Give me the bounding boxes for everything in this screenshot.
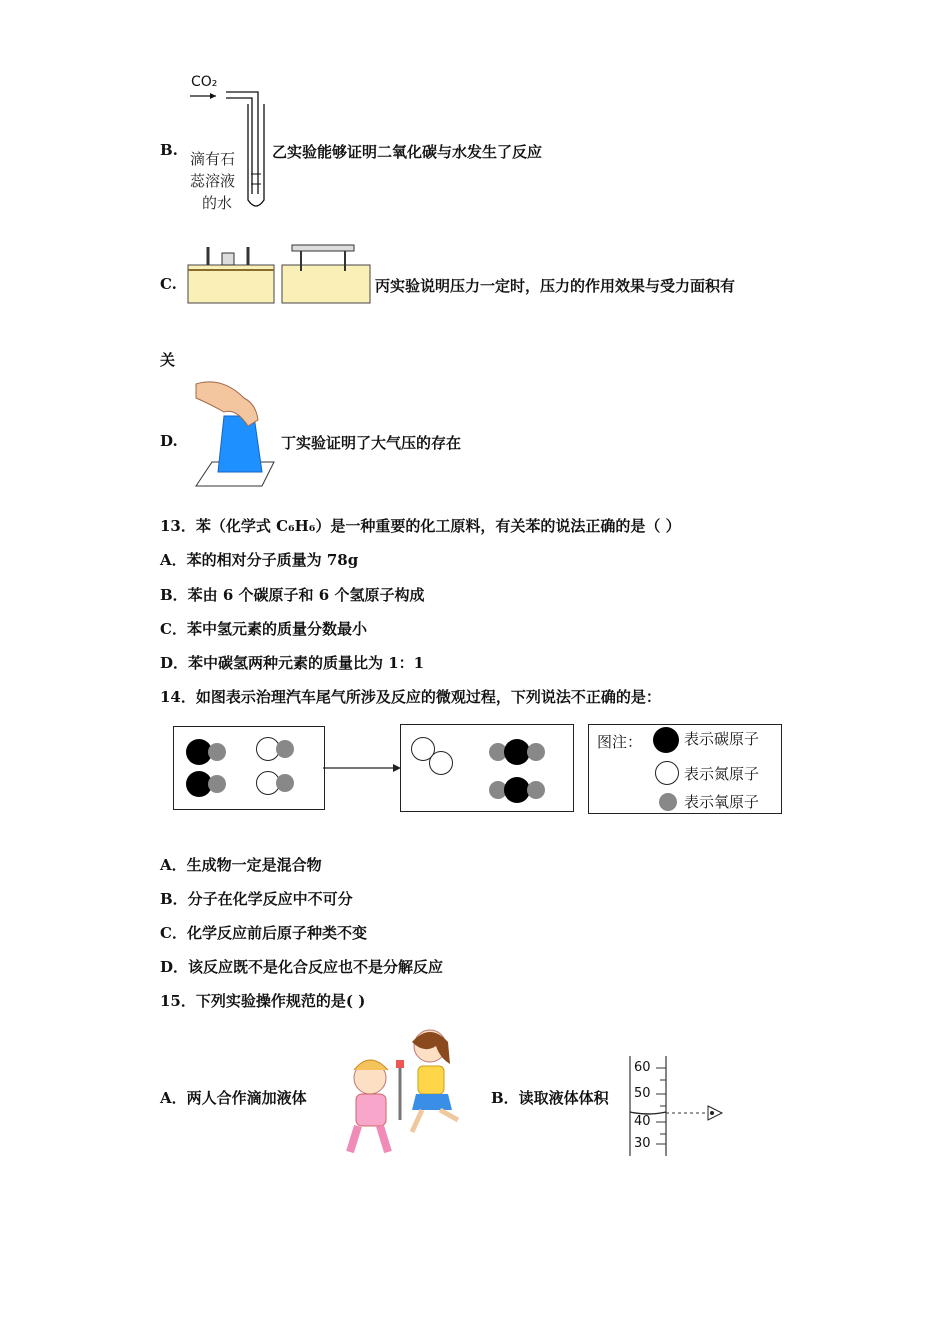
legend-oxygen: 表示氧原子 <box>684 793 760 811</box>
q15-option-a: A．两人合作滴加液体 <box>160 1089 307 1107</box>
cylinder-tick-label: 30 <box>634 1136 651 1151</box>
q15-option-b: B．读取液体体积 <box>491 1089 609 1107</box>
nitrogen-atom-icon <box>655 761 679 785</box>
q14-option-c: C．化学反应前后原子种类不变 <box>160 924 367 942</box>
figure-caption-line: 的水 <box>202 194 233 212</box>
cylinder-tick-label: 40 <box>634 1114 651 1129</box>
oxygen-atom-icon <box>659 793 677 811</box>
reactants-box <box>173 726 325 810</box>
q12-option-d-label: D. <box>160 432 178 450</box>
q13-option-a: A．苯的相对分子质量为 78g <box>160 551 359 569</box>
products-box <box>400 724 574 812</box>
q12-option-c-text: 丙实验说明压力一定时，压力的作用效果与受力面积有 <box>375 277 736 295</box>
two-children-dropper-figure <box>332 1020 468 1160</box>
legend-carbon: 表示碳原子 <box>684 730 760 748</box>
figure-caption-line: 蕊溶液 <box>190 172 236 190</box>
carbon-atom-icon <box>653 727 679 753</box>
inverted-cup-figure <box>192 376 282 490</box>
q15-stem: 15．下列实验操作规范的是( ) <box>160 992 366 1010</box>
legend-box <box>588 724 782 814</box>
q14-option-a: A．生成物一定是混合物 <box>160 856 322 874</box>
co2-test-tube-figure <box>186 74 272 214</box>
cylinder-tick-label: 60 <box>634 1060 651 1075</box>
q14-option-b: B．分子在化学反应中不可分 <box>160 890 353 908</box>
co2-label: CO₂ <box>191 74 218 90</box>
figure-caption-line: 滴有石 <box>190 150 236 168</box>
q13-option-b: B．苯由 6 个碳原子和 6 个氢原子构成 <box>160 586 425 604</box>
q14-option-d: D．该反应既不是化合反应也不是分解反应 <box>160 958 444 976</box>
q12-option-d-text: 丁实验证明了大气压的存在 <box>281 434 462 452</box>
cylinder-tick-label: 50 <box>634 1086 651 1101</box>
q12-option-c-text-cont: 关 <box>160 351 176 369</box>
q12-option-b-text: 乙实验能够证明二氧化碳与水发生了反应 <box>272 143 543 161</box>
reaction-arrow <box>323 760 403 776</box>
graduated-cylinder-figure <box>626 1056 726 1156</box>
legend-nitrogen: 表示氮原子 <box>684 765 760 783</box>
q14-stem: 14．如图表示治理汽车尾气所涉及反应的微观过程，下列说法不正确的是： <box>160 688 661 706</box>
q12-option-b-label: B. <box>160 141 178 159</box>
q12-option-c-label: C. <box>160 275 177 293</box>
q13-stem: 13．苯（化学式 C₆H₆）是一种重要的化工原料，有关苯的说法正确的是（ ） <box>160 517 681 535</box>
q13-option-c: C．苯中氢元素的质量分数最小 <box>160 620 367 638</box>
legend-title: 图注： <box>597 733 643 751</box>
pressure-experiment-figure <box>186 243 376 305</box>
q13-option-d: D．苯中碳氢两种元素的质量比为 1：1 <box>160 654 425 672</box>
